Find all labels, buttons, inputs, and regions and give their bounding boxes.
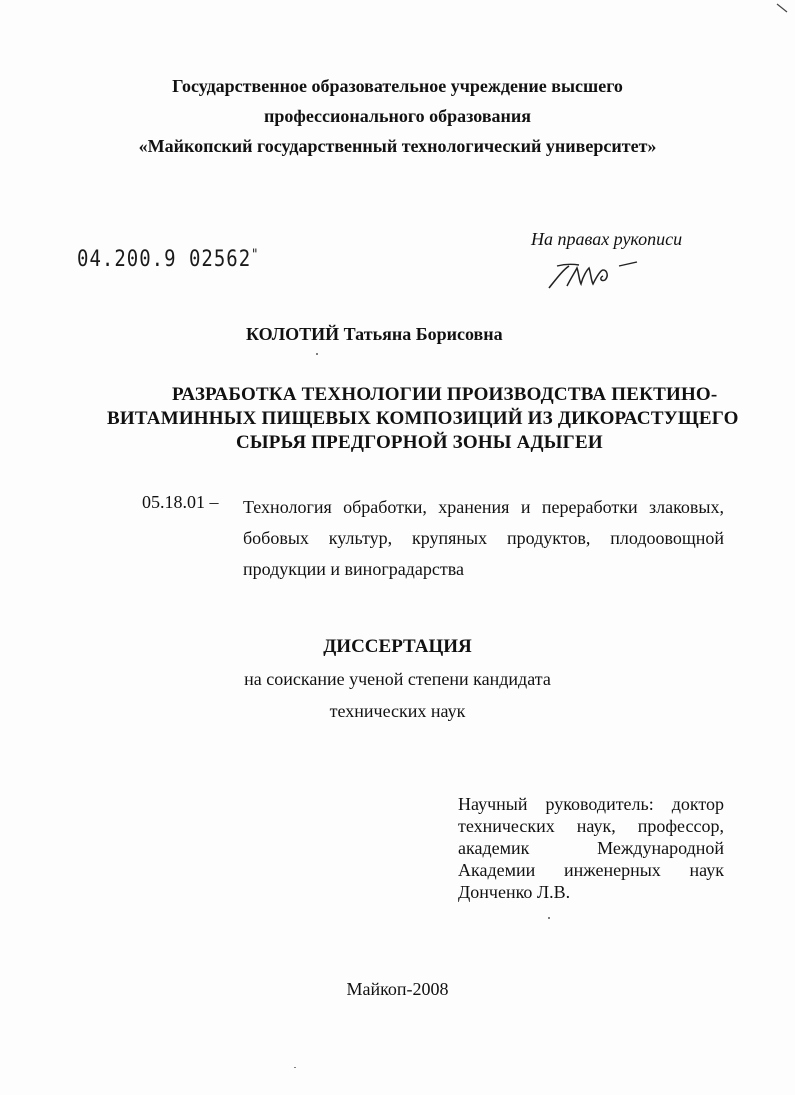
title-line-3: СЫРЬЯ ПРЕДГОРНОЙ ЗОНЫ АДЫГЕИ bbox=[236, 432, 603, 453]
scan-speck bbox=[294, 1067, 296, 1068]
specialty-code: 05.18.01 – bbox=[142, 492, 219, 512]
institution-line-1: Государственное образовательное учреждение высшего bbox=[172, 76, 623, 96]
scan-speck bbox=[548, 917, 550, 919]
handwritten-signature bbox=[543, 256, 653, 296]
city-year: Майкоп-2008 bbox=[346, 979, 449, 999]
degree-line-1: на соискание ученой степени кандидата bbox=[244, 669, 551, 689]
title-line-1: РАЗРАБОТКА ТЕХНОЛОГИИ ПРОИЗВОДСТВА ПЕКТИНО- bbox=[172, 384, 718, 405]
advisor-line-4: Академии инженерных наук bbox=[458, 860, 724, 880]
advisor-line-5: Донченко Л.В. bbox=[458, 882, 571, 902]
specialty-line-3: продукции и виноградарства bbox=[243, 559, 464, 579]
advisor-line-1: Научный руководитель: доктор bbox=[458, 794, 724, 814]
specialty-line-2: бобовых культур, крупяных продуктов, плодоовощной bbox=[243, 528, 724, 548]
title-line-2: ВИТАМИННЫХ ПИЩЕВЫХ КОМПОЗИЦИЙ ИЗ ДИКОРАСТУЩЕГО bbox=[107, 408, 739, 429]
advisor-line-2: технических наук, профессор, bbox=[458, 816, 724, 836]
specialty-line-1: Технология обработки, хранения и переработки злаковых, bbox=[243, 497, 724, 517]
institution-line-2: профессионального образования bbox=[263, 106, 532, 126]
advisor-line-3: академик Международной bbox=[458, 838, 724, 858]
dissertation-heading: ДИССЕРТАЦИЯ bbox=[323, 636, 472, 657]
degree-line-2: технических наук bbox=[329, 701, 466, 721]
specialty-description bbox=[243, 492, 724, 585]
author-name: КОЛОТИЙ Татьяна Борисовна bbox=[246, 324, 503, 344]
scan-corner-mark bbox=[775, 2, 789, 14]
scientific-advisor bbox=[458, 793, 724, 903]
archive-stamp-number: 04.200.9 02562" bbox=[77, 246, 260, 272]
institution-line-3: «Майкопский государственный технологический университет» bbox=[138, 136, 657, 156]
manuscript-rights-note: На правах рукописи bbox=[531, 229, 683, 249]
scan-speck bbox=[316, 353, 318, 355]
